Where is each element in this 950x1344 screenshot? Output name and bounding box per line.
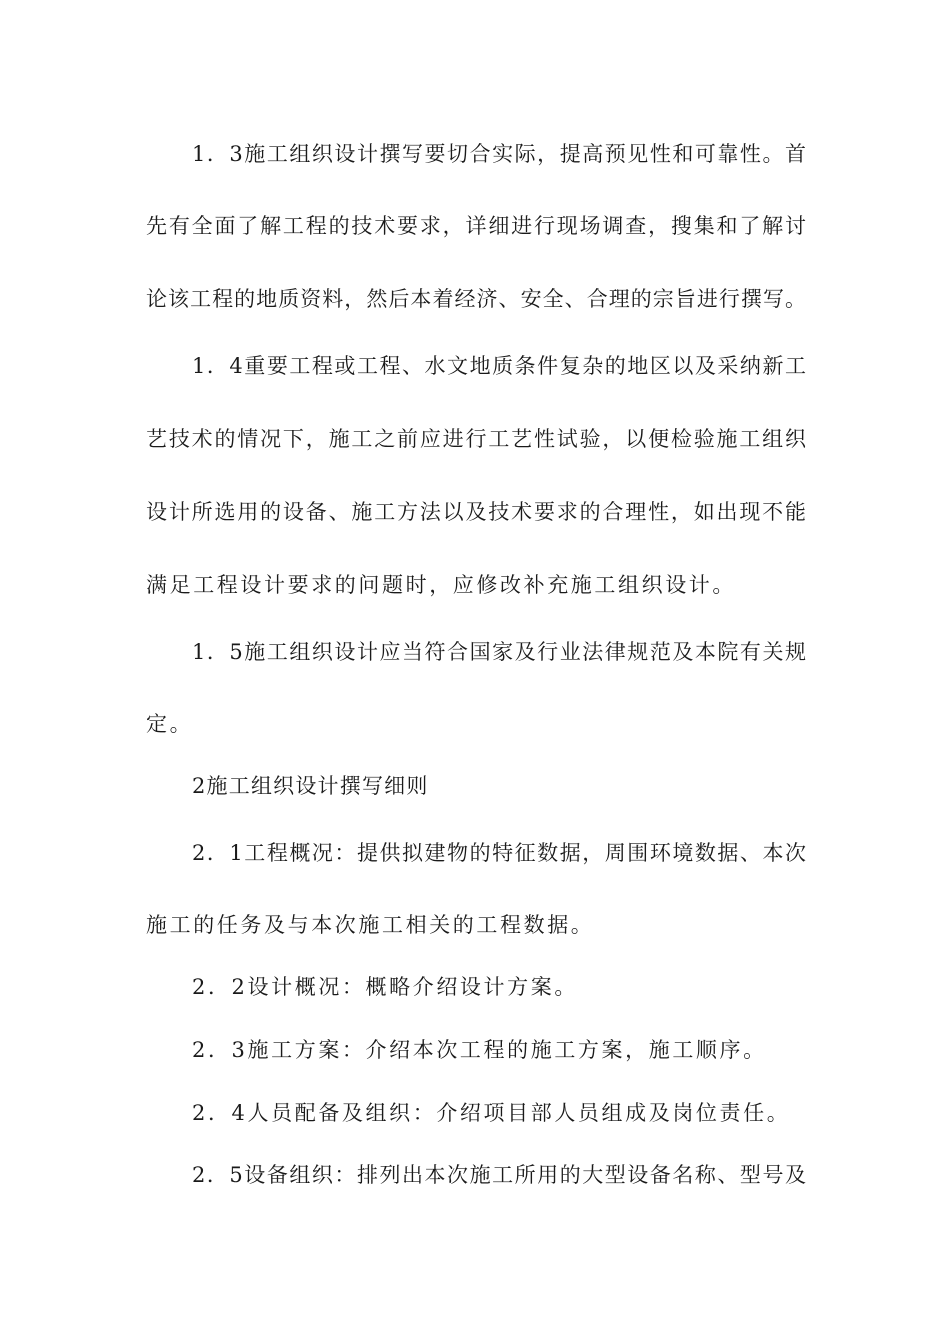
paragraph-1-5-line-1: 1．5施工组织设计应当符合国家及行业法律规范及本院有关规 — [192, 640, 806, 664]
paragraph-2-5-line-1: 2．5设备组织：排列出本次施工所用的大型设备名称、型号及 — [192, 1163, 806, 1187]
paragraph-1-4-line-4: 满足工程设计要求的问题时，应修改补充施工组织设计。 — [146, 573, 736, 597]
paragraph-2-2: 2．2设计概况：概略介绍设计方案。 — [192, 975, 578, 999]
paragraph-1-4-line-3: 设计所选用的设备、施工方法以及技术要求的合理性，如出现不能 — [146, 500, 806, 524]
paragraph-2-1-line-2: 施工的任务及与本次施工相关的工程数据。 — [146, 913, 595, 937]
paragraph-2-1-line-1: 2．1工程概况：提供拟建物的特征数据，周围环境数据、本次 — [192, 841, 806, 865]
paragraph-1-3-line-1: 1．3施工组织设计撰写要切合实际，提高预见性和可靠性。首 — [192, 142, 806, 166]
paragraph-1-4-line-2: 艺技术的情况下，施工之前应进行工艺性试验，以便检验施工组织 — [146, 427, 806, 451]
paragraph-1-3-line-2: 先有全面了解工程的技术要求，详细进行现场调查，搜集和了解讨 — [146, 214, 806, 238]
paragraph-1-5-line-2: 定。 — [146, 712, 194, 736]
section-2-heading: 2施工组织设计撰写细则 — [192, 774, 429, 798]
paragraph-2-3: 2．3施工方案：介绍本次工程的施工方案，施工顺序。 — [192, 1038, 767, 1062]
paragraph-1-4-line-1: 1．4重要工程或工程、水文地质条件复杂的地区以及采纳新工 — [192, 354, 806, 378]
paragraph-2-4: 2．4人员配备及组织：介绍项目部人员组成及岗位责任。 — [192, 1101, 791, 1125]
paragraph-1-3-line-3: 论该工程的地质资料，然后本着经济、安全、合理的宗旨进行撰写。 — [146, 287, 806, 311]
